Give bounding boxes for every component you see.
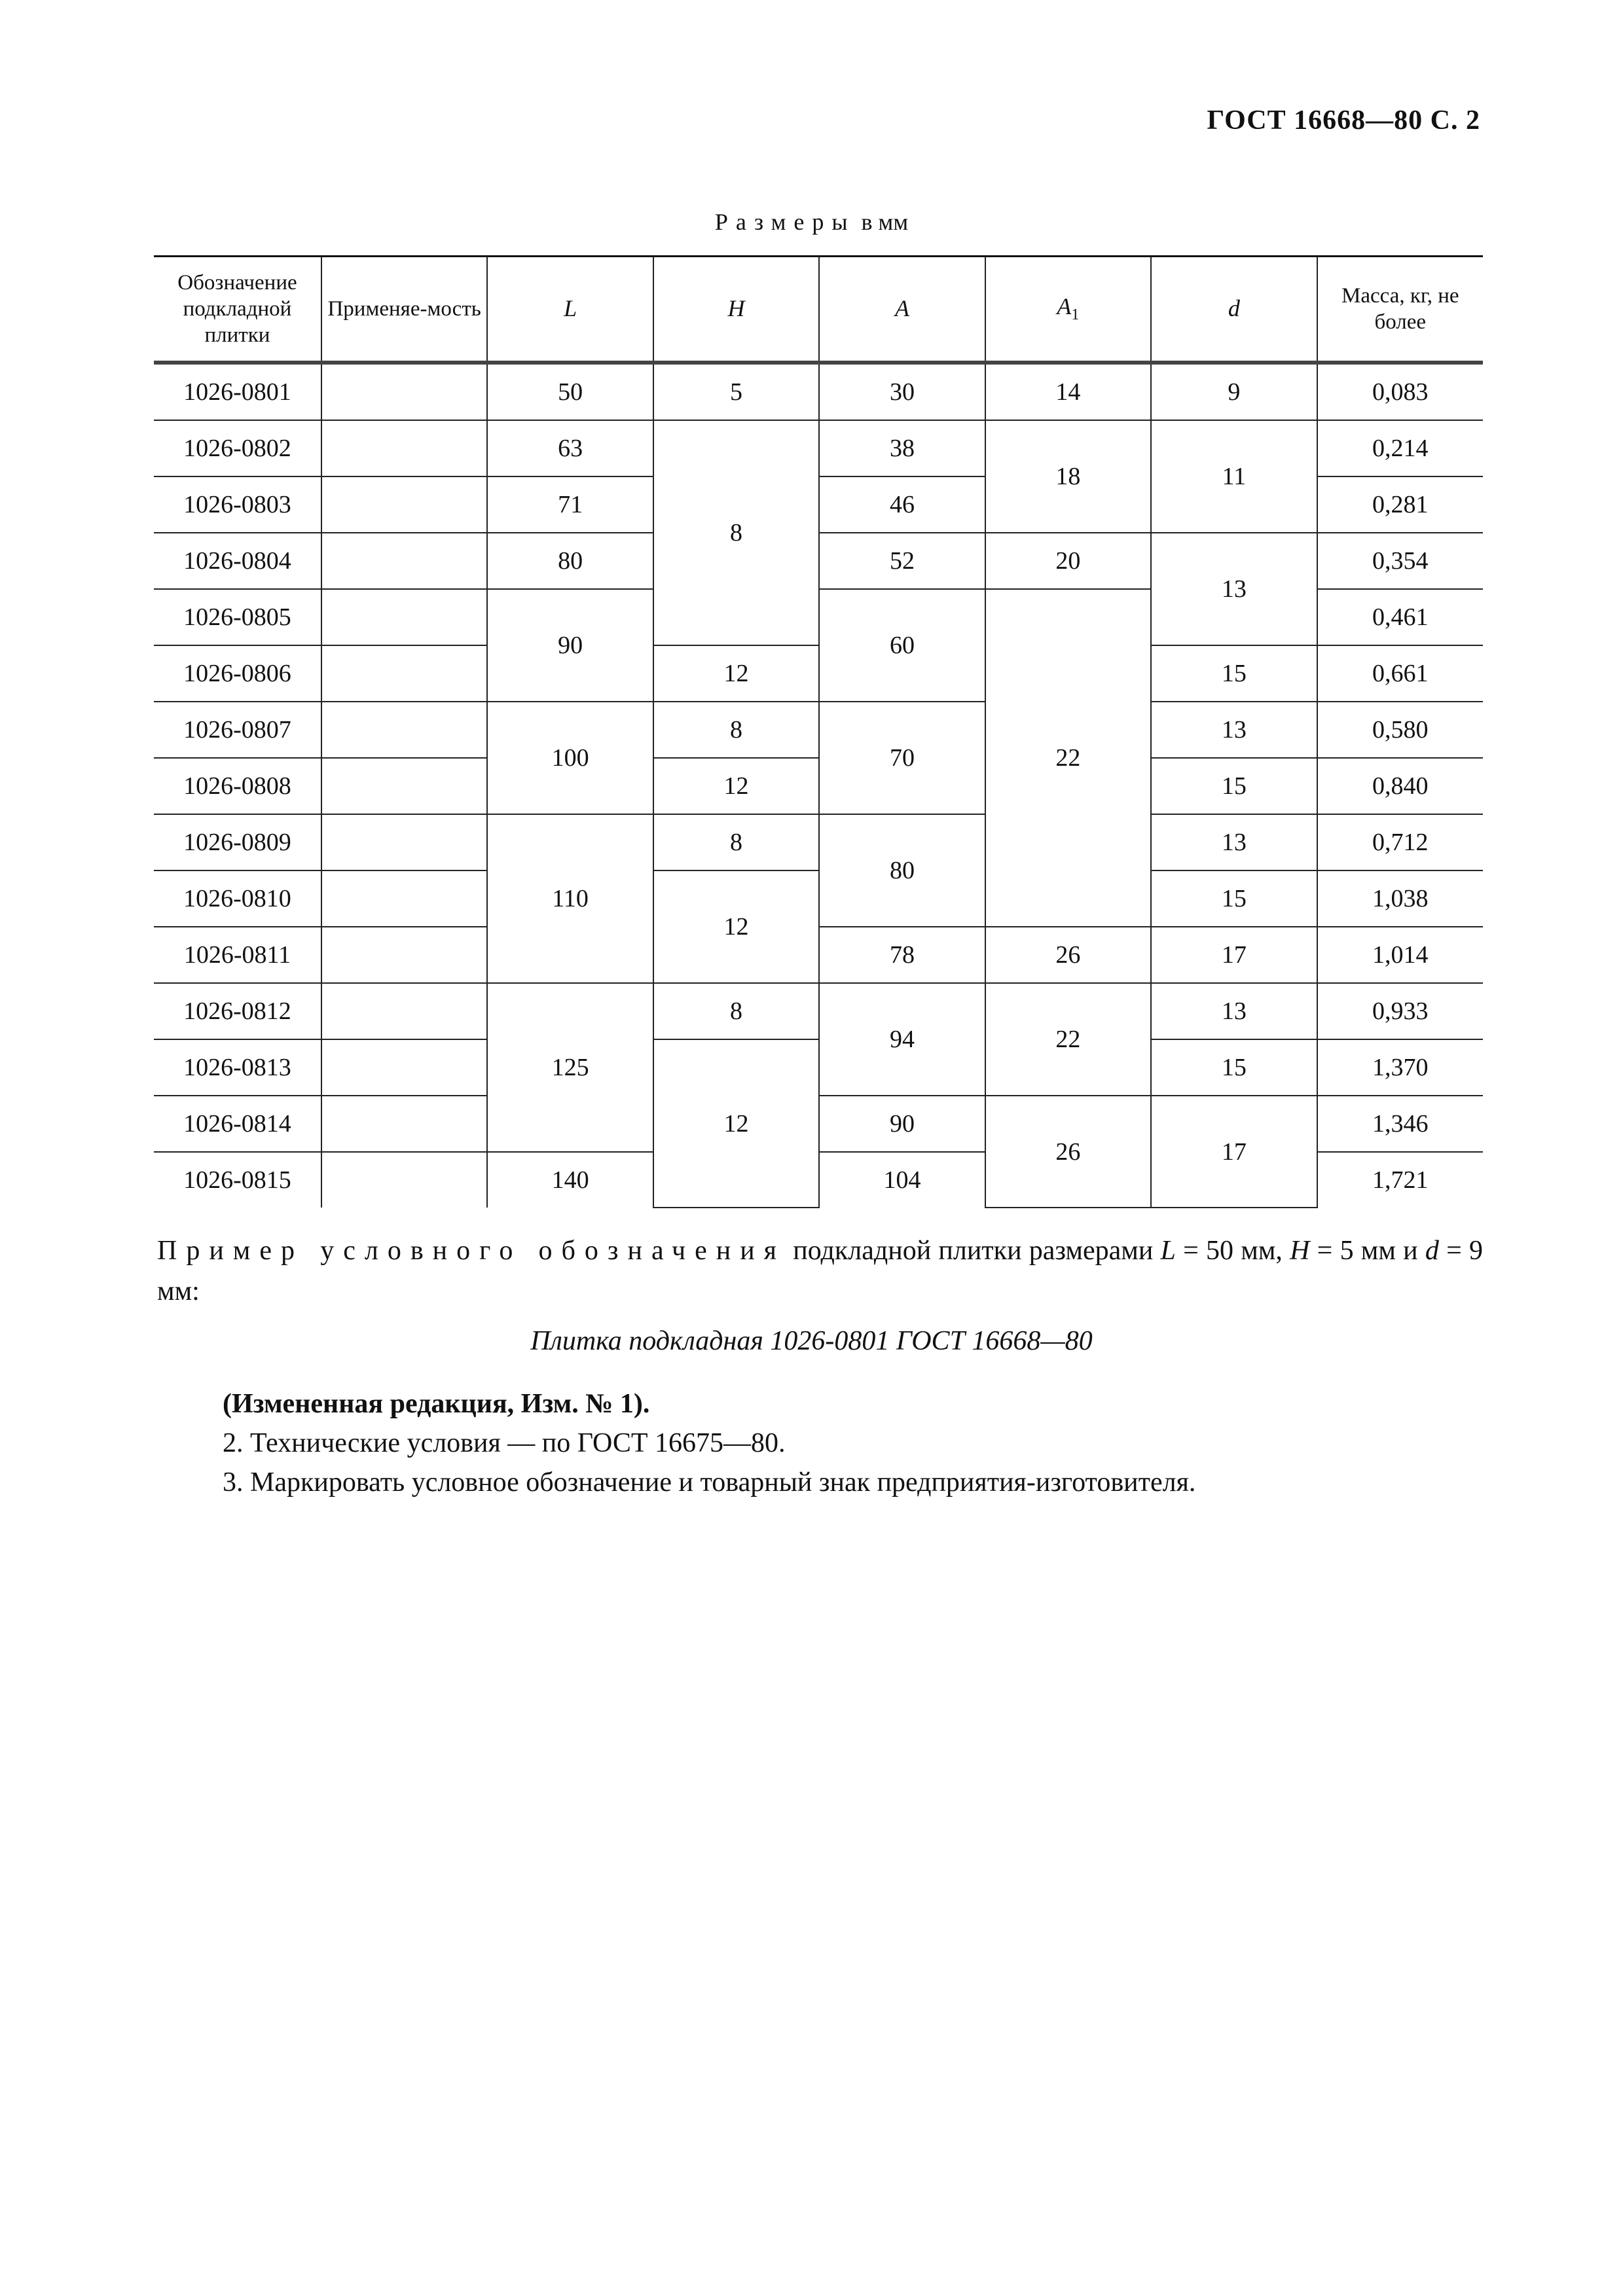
cell-H: 12 (653, 1039, 819, 1208)
cell-d: 13 (1151, 814, 1317, 870)
table-row (154, 1039, 1483, 1096)
example-text-4: = 9 мм: (157, 1236, 1484, 1306)
cell-H: 12 (653, 645, 819, 702)
cell-A1: 26 (985, 927, 1151, 983)
cell-A1: 22 (985, 983, 1151, 1096)
cell-applicability (321, 645, 487, 702)
cell-applicability (321, 814, 487, 870)
cell-applicability (321, 589, 487, 645)
header-A1 (985, 257, 1151, 363)
table-caption-spaced: Размеры (714, 209, 856, 235)
cell-mass: 1,346 (1317, 1096, 1483, 1152)
cell-mass: 0,933 (1317, 983, 1483, 1039)
cell-applicability (321, 758, 487, 814)
cell-designation: 1026-0803 (154, 476, 321, 533)
cell-A: 60 (819, 589, 985, 702)
cell-mass: 0,214 (1317, 420, 1483, 476)
designation-example-paragraph (157, 1230, 1483, 1312)
example-lead-spaced: Пример условного обозначения (157, 1236, 786, 1266)
header-d: d (1151, 257, 1317, 363)
cell-L: 71 (487, 476, 653, 533)
header-applicability: Применяе-мость (321, 257, 487, 363)
cell-designation: 1026-0810 (154, 870, 321, 927)
header-designation: Обозначение подкладной плитки (154, 257, 321, 363)
header-A1-subscript: 1 (1071, 306, 1080, 324)
note-item-2: 2. Технические условия — по ГОСТ 16675—80. (223, 1428, 786, 1458)
cell-A: 94 (819, 983, 985, 1096)
cell-d: 13 (1151, 702, 1317, 758)
cell-H: 8 (653, 420, 819, 645)
example-var-d: d (1425, 1236, 1439, 1266)
example-var-L: L (1160, 1236, 1176, 1266)
cell-applicability (321, 476, 487, 533)
cell-L: 50 (487, 363, 653, 420)
example-var-H: H (1290, 1236, 1310, 1266)
cell-mass: 0,580 (1317, 702, 1483, 758)
table-row (154, 814, 1483, 870)
cell-mass: 0,354 (1317, 533, 1483, 589)
cell-mass: 0,461 (1317, 589, 1483, 645)
table-row (154, 645, 1483, 702)
table-row (154, 758, 1483, 814)
cell-designation: 1026-0813 (154, 1039, 321, 1096)
cell-designation: 1026-0808 (154, 758, 321, 814)
cell-mass: 0,712 (1317, 814, 1483, 870)
cell-designation: 1026-0814 (154, 1096, 321, 1152)
cell-designation: 1026-0804 (154, 533, 321, 589)
cell-d: 17 (1151, 927, 1317, 983)
revision-note: (Измененная редакция, Изм. № 1). (223, 1389, 650, 1419)
cell-d: 11 (1151, 420, 1317, 533)
cell-designation: 1026-0807 (154, 702, 321, 758)
header-L: L (487, 257, 653, 363)
cell-mass: 0,281 (1317, 476, 1483, 533)
table-row (154, 983, 1483, 1039)
cell-mass: 1,014 (1317, 927, 1483, 983)
cell-designation: 1026-0802 (154, 420, 321, 476)
note-item-3: 3. Маркировать условное обозначение и товарный знак предприятия-изготовителя. (223, 1467, 1196, 1498)
cell-A: 104 (819, 1152, 985, 1208)
cell-mass: 1,721 (1317, 1152, 1483, 1208)
cell-L: 125 (487, 983, 653, 1152)
cell-A: 38 (819, 420, 985, 476)
cell-applicability (321, 702, 487, 758)
cell-A1: 14 (985, 363, 1151, 420)
cell-applicability (321, 927, 487, 983)
cell-A: 30 (819, 363, 985, 420)
cell-d: 13 (1151, 533, 1317, 645)
cell-L: 140 (487, 1152, 653, 1208)
cell-applicability (321, 533, 487, 589)
cell-L: 100 (487, 702, 653, 814)
header-H: H (653, 257, 819, 363)
header-A1-base: A (1057, 293, 1072, 320)
cell-A1: 18 (985, 420, 1151, 533)
example-text-2: = 50 мм, (1175, 1236, 1290, 1266)
cell-L: 110 (487, 814, 653, 983)
cell-L: 90 (487, 589, 653, 702)
cell-d: 15 (1151, 870, 1317, 927)
cell-A: 78 (819, 927, 985, 983)
cell-applicability (321, 420, 487, 476)
example-designation: Плитка подкладная 1026-0801 ГОСТ 16668—80 (530, 1326, 1093, 1356)
cell-A: 90 (819, 1096, 985, 1152)
cell-mass: 0,661 (1317, 645, 1483, 702)
header-A: A (819, 257, 985, 363)
cell-designation: 1026-0809 (154, 814, 321, 870)
table-row (154, 363, 1483, 420)
cell-applicability (321, 870, 487, 927)
cell-designation: 1026-0812 (154, 983, 321, 1039)
cell-designation: 1026-0815 (154, 1152, 321, 1208)
cell-H: 5 (653, 363, 819, 420)
table-caption (0, 208, 1623, 236)
cell-L: 63 (487, 420, 653, 476)
page-header: ГОСТ 16668—80 С. 2 (1207, 105, 1480, 135)
example-text-1: подкладной плитки размерами (786, 1236, 1161, 1266)
table-caption-units: в мм (861, 209, 909, 235)
cell-A: 80 (819, 814, 985, 927)
table-row (154, 870, 1483, 927)
cell-designation: 1026-0805 (154, 589, 321, 645)
cell-A: 52 (819, 533, 985, 589)
table-header-row (154, 257, 1483, 363)
cell-L: 80 (487, 533, 653, 589)
cell-designation: 1026-0811 (154, 927, 321, 983)
cell-mass: 0,840 (1317, 758, 1483, 814)
cell-d: 17 (1151, 1096, 1317, 1208)
cell-d: 9 (1151, 363, 1317, 420)
cell-mass: 0,083 (1317, 363, 1483, 420)
cell-A1: 22 (985, 589, 1151, 927)
dimensions-table (154, 255, 1483, 1208)
cell-H: 8 (653, 814, 819, 870)
cell-A1: 20 (985, 533, 1151, 589)
table-row (154, 420, 1483, 476)
cell-A: 70 (819, 702, 985, 814)
cell-d: 13 (1151, 983, 1317, 1039)
cell-applicability (321, 363, 487, 420)
cell-d: 15 (1151, 1039, 1317, 1096)
cell-H: 8 (653, 983, 819, 1039)
header-mass: Масса, кг, не более (1317, 257, 1483, 363)
table-row (154, 702, 1483, 758)
notes-section (223, 1384, 1195, 1502)
cell-applicability (321, 1096, 487, 1152)
example-text-3: = 5 мм и (1309, 1236, 1425, 1266)
cell-H: 8 (653, 702, 819, 758)
cell-mass: 1,370 (1317, 1039, 1483, 1096)
cell-H: 12 (653, 870, 819, 983)
cell-designation: 1026-0806 (154, 645, 321, 702)
cell-A1: 26 (985, 1096, 1151, 1208)
cell-designation: 1026-0801 (154, 363, 321, 420)
cell-A: 46 (819, 476, 985, 533)
cell-d: 15 (1151, 758, 1317, 814)
cell-applicability (321, 1039, 487, 1096)
cell-d: 15 (1151, 645, 1317, 702)
cell-applicability (321, 1152, 487, 1208)
cell-mass: 1,038 (1317, 870, 1483, 927)
cell-applicability (321, 983, 487, 1039)
cell-H: 12 (653, 758, 819, 814)
